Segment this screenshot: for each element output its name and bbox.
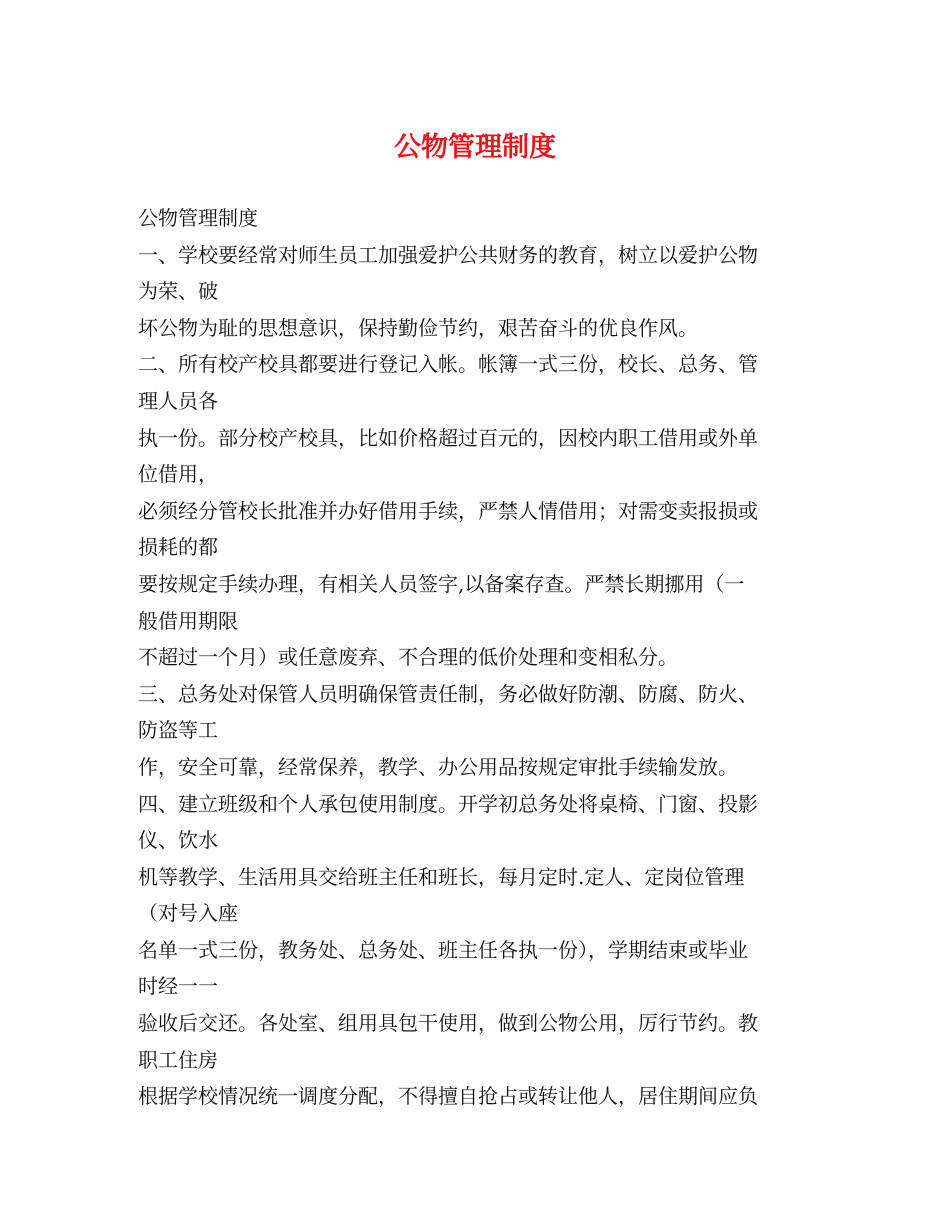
text-line: 时经一一 <box>138 974 218 999</box>
text-line: 般借用期限 <box>138 608 238 633</box>
text-line: 职工住房 <box>138 1047 218 1072</box>
text-line: （对号入座 <box>138 901 238 926</box>
text-line: 根据学校情况统一调度分配，不得擅自抢占或转让他人，居住期间应负 <box>138 1084 758 1109</box>
text-line: 损耗的都 <box>138 535 218 560</box>
text-line: 执一份。部分校产校具，比如价格超过百元的，因校内职工借用或外单 <box>138 425 758 450</box>
text-line: 不超过一个月）或任意废弃、不合理的低价处理和变相私分。 <box>138 645 678 670</box>
text-line: 作，安全可靠，经常保养，教学、办公用品按规定审批手续输发放。 <box>138 754 738 779</box>
text-line: 二、所有校产校具都要进行登记入帐。帐簿一式三份，校长、总务、管 <box>138 352 758 377</box>
text-line: 理人员各 <box>138 388 218 413</box>
text-line: 必须经分管校长批准并办好借用手续，严禁人情借用；对需变卖报损或 <box>138 498 758 523</box>
text-line: 仪、饮水 <box>138 828 218 853</box>
text-line: 要按规定手续办理，有相关人员签字,以备案存查。严禁长期挪用（一 <box>138 571 745 596</box>
text-line: 一、学校要经常对师生员工加强爱护公共财务的教育，树立以爱护公物 <box>138 242 758 267</box>
text-line: 四、建立班级和个人承包使用制度。开学初总务处将桌椅、门窗、投影 <box>138 791 758 816</box>
text-line: 三、总务处对保管人员明确保管责任制，务必做好防潮、防腐、防火、 <box>138 681 758 706</box>
text-line: 机等教学、生活用具交给班主任和班长，每月定时.定人、定岗位管理 <box>138 864 745 889</box>
text-line: 位借用， <box>138 462 218 487</box>
text-line: 验收后交还。各处室、组用具包干使用，做到公物公用，厉行节约。教 <box>138 1011 758 1036</box>
text-line: 公物管理制度 <box>138 206 258 230</box>
text-line: 坏公物为耻的思想意识，保持勤俭节约，艰苦奋斗的优良作风。 <box>138 315 698 340</box>
document-body <box>138 200 818 1115</box>
text-line: 为荣、破 <box>138 279 218 304</box>
text-line: 名单一式三份，教务处、总务处、班主任各执一份），学期结束或毕业 <box>138 937 748 962</box>
document-title: 公物管理制度 <box>394 132 556 163</box>
text-line: 防盗等工 <box>138 718 218 743</box>
